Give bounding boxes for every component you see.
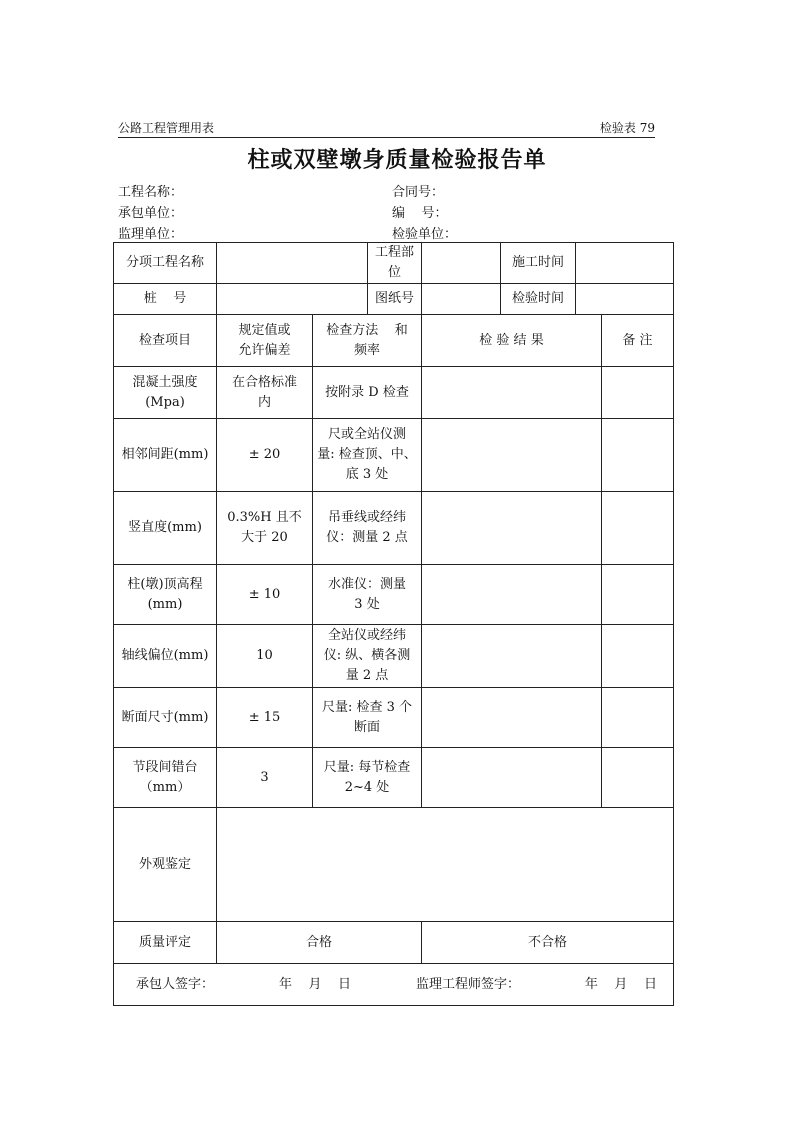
item-result[interactable] <box>422 367 602 419</box>
item-spec <box>217 367 313 419</box>
table-row <box>114 748 674 808</box>
item-method-line: 量: 检查顶、中、 <box>317 447 417 462</box>
header-remark: 备 注 <box>602 315 674 367</box>
item-remark[interactable] <box>602 625 674 688</box>
inspection-unit-label: 检验单位： <box>392 227 458 242</box>
drawing-no-label: 图纸号 <box>368 284 422 315</box>
page-title: 柱或双壁墩身质量检验报告单 <box>247 147 547 173</box>
item-method <box>313 419 422 492</box>
subproject-name-value[interactable] <box>217 243 368 284</box>
item-result[interactable] <box>422 419 602 492</box>
item-result[interactable] <box>422 688 602 748</box>
item-name-line: 混凝土强度 <box>132 374 198 390</box>
item-name-line: 相邻间距(mm) <box>121 447 209 462</box>
evaluation-label: 质量评定 <box>114 922 217 964</box>
item-name <box>114 565 217 625</box>
item-remark[interactable] <box>602 492 674 565</box>
contractor-signature-label: 承包人签字： <box>136 976 215 992</box>
item-method <box>313 565 422 625</box>
item-name <box>114 419 217 492</box>
signature-row <box>114 964 674 1006</box>
evaluation-row <box>114 922 674 964</box>
item-name <box>114 625 217 688</box>
header-spec <box>217 315 313 367</box>
header-spec-line2: 允许偏差 <box>238 342 291 358</box>
item-spec-line: ± 10 <box>248 586 281 602</box>
item-result[interactable] <box>422 625 602 688</box>
table-row <box>114 625 674 688</box>
item-spec-line: 0.3%H 且不 <box>227 510 302 525</box>
header-result: 检 验 结 果 <box>422 315 602 367</box>
item-method-line: 水准仪：测量 <box>327 576 406 592</box>
inspection-time-label: 检验时间 <box>501 284 576 315</box>
item-method-line: 断面 <box>353 719 380 735</box>
header-method-line2: 频率 <box>353 342 380 358</box>
item-rows <box>114 367 674 808</box>
header-item: 检查项目 <box>114 315 217 367</box>
item-method-line: 仪：测量 2 点 <box>326 530 408 545</box>
item-name-line: 竖直度(mm) <box>128 520 202 535</box>
table-row <box>114 367 674 419</box>
table-row <box>114 492 674 565</box>
evaluation-fail[interactable]: 不合格 <box>422 922 674 964</box>
item-method <box>313 492 422 565</box>
item-remark[interactable] <box>602 565 674 625</box>
item-spec <box>217 688 313 748</box>
item-spec <box>217 419 313 492</box>
header-method <box>313 315 422 367</box>
contractor-signature-date: 年 月 日 <box>278 976 352 992</box>
project-part-value[interactable] <box>422 243 501 284</box>
item-name <box>114 748 217 808</box>
appearance-label: 外观鉴定 <box>114 808 217 922</box>
pile-no-value[interactable] <box>217 284 368 315</box>
item-result[interactable] <box>422 748 602 808</box>
contractor-label: 承包单位： <box>118 206 184 221</box>
engineer-signature-date: 年 月 日 <box>584 976 657 992</box>
item-spec <box>217 565 313 625</box>
construction-time-label: 施工时间 <box>501 243 576 284</box>
table-row <box>114 419 674 492</box>
item-name-line: 节段间错台 <box>132 759 198 775</box>
item-spec-line: ± 15 <box>248 709 281 725</box>
item-method-line: 仪: 纵、横各测 <box>323 648 411 663</box>
item-name-line: (mm) <box>147 596 183 612</box>
item-name-line: 断面尺寸(mm) <box>121 709 209 725</box>
item-name-line: 柱(墩)顶高程 <box>127 576 203 592</box>
item-name-line: （mm） <box>139 779 191 795</box>
item-method-line: 按附录 D 检查 <box>325 384 409 400</box>
item-result[interactable] <box>422 492 602 565</box>
item-method <box>313 625 422 688</box>
item-spec <box>217 748 313 808</box>
item-name <box>114 367 217 419</box>
table-row <box>114 243 674 284</box>
item-method-line: 2~4 处 <box>344 779 390 795</box>
item-method <box>313 367 422 419</box>
construction-time-value[interactable] <box>576 243 674 284</box>
table-row <box>114 565 674 625</box>
item-spec-line: 内 <box>257 394 271 410</box>
table-row <box>114 284 674 315</box>
item-method-line: 吊垂线或经纬 <box>327 510 406 525</box>
header-method-line1: 检查方法 和 <box>326 322 408 338</box>
project-name-label: 工程名称： <box>118 185 184 200</box>
signature-cell <box>114 964 674 1006</box>
item-method <box>313 748 422 808</box>
item-method-line: 尺量: 检查 3 个 <box>321 699 413 715</box>
item-name-line: (Mpa) <box>145 394 185 410</box>
item-method-line: 尺量: 每节检查 <box>323 759 411 775</box>
header-spec-line1: 规定值或 <box>238 322 291 338</box>
item-spec <box>217 492 313 565</box>
appearance-value[interactable] <box>217 808 674 922</box>
pile-no-label: 桩 号 <box>114 284 217 315</box>
project-part-label: 工程部位 <box>368 243 422 284</box>
item-method-line: 3 处 <box>354 596 380 612</box>
item-remark[interactable] <box>602 419 674 492</box>
item-spec-line: 3 <box>260 769 269 785</box>
item-spec-line: 10 <box>256 648 273 663</box>
item-method <box>313 688 422 748</box>
item-name <box>114 492 217 565</box>
evaluation-pass[interactable]: 合格 <box>217 922 422 964</box>
item-name-line: 轴线偏位(mm) <box>121 648 209 663</box>
item-spec <box>217 625 313 688</box>
drawing-no-value[interactable] <box>422 284 501 315</box>
item-name <box>114 688 217 748</box>
item-remark[interactable] <box>602 367 674 419</box>
form-category: 公路工程管理用表 <box>118 121 215 135</box>
table-header-row <box>114 315 674 367</box>
item-result[interactable] <box>422 565 602 625</box>
item-spec-line: 在合格标准 <box>231 374 297 390</box>
item-spec-line: ± 20 <box>248 447 281 462</box>
item-method-line: 底 3 处 <box>345 467 389 482</box>
inspection-table <box>113 242 674 1006</box>
inspection-time-value[interactable] <box>576 284 674 315</box>
header-line <box>118 119 655 138</box>
item-remark[interactable] <box>602 688 674 748</box>
item-remark[interactable] <box>602 748 674 808</box>
subproject-name-label: 分项工程名称 <box>114 243 217 284</box>
appearance-row <box>114 808 674 922</box>
item-method-line: 量 2 点 <box>345 668 389 683</box>
serial-no-label: 编 号： <box>392 206 448 221</box>
item-method-line: 尺或全站仪测 <box>327 427 406 442</box>
table-row <box>114 688 674 748</box>
engineer-signature-label: 监理工程师签字： <box>415 976 520 992</box>
supervisor-label: 监理单位： <box>118 227 184 242</box>
item-method-line: 全站仪或经纬 <box>327 628 406 643</box>
item-spec-line: 大于 20 <box>241 530 288 545</box>
form-number: 检验表 79 <box>599 121 655 135</box>
contract-no-label: 合同号： <box>392 185 445 200</box>
